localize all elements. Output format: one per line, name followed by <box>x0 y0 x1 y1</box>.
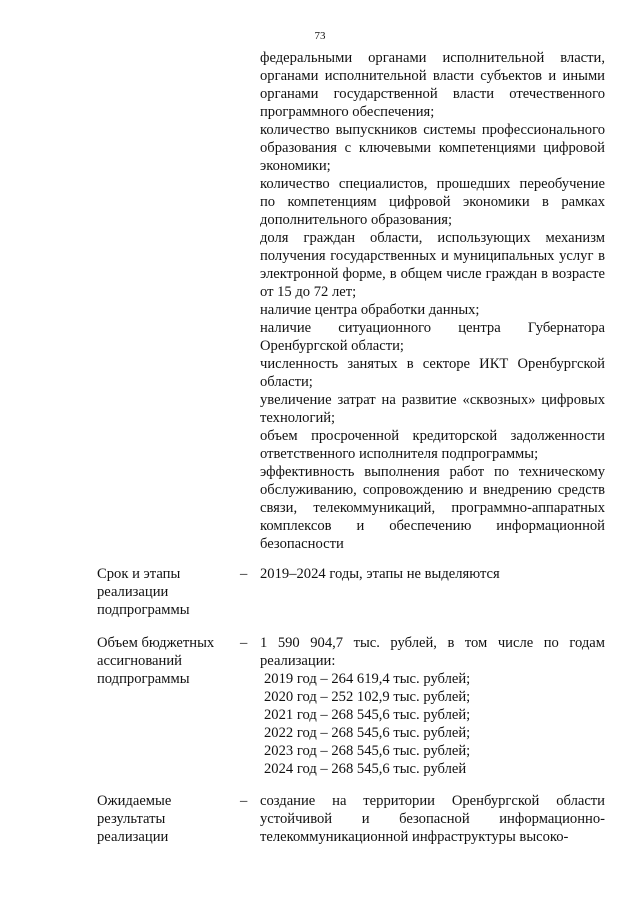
budget-year-line: 2019 год – 264 619,4 тыс. рублей; <box>264 671 471 687</box>
budget-year-line: 2021 год – 268 545,6 тыс. рублей; <box>264 707 471 723</box>
indicator-item: объем просроченной кредиторской задолженности ответственного исполнителя подпрограммы; <box>260 428 605 462</box>
term-label: Срок и этапы реализации подпрограммы <box>97 566 190 618</box>
budget-label: Объем бюджетных ассигнований подпрограммы <box>97 635 215 687</box>
budget-value <box>260 634 605 778</box>
indicator-item: количество выпускников системы профессионального образования с ключевыми компетенциями цифровой экономики; <box>260 122 605 174</box>
term-dash: – <box>240 566 248 582</box>
budget-dash: – <box>240 635 248 651</box>
results-dash: – <box>240 793 248 809</box>
indicator-item: эффективность выполнения работ по техническому обслуживанию, сопровождению и внедрению средств связи, телекоммуникаций, программно-аппаратных комплексов и обеспечению информационной безопасности <box>260 464 605 552</box>
indicator-item: наличие центра обработки данных; <box>260 302 480 318</box>
indicator-item: увеличение затрат на развитие «сквозных» цифровых технологий; <box>260 392 605 426</box>
results-value: создание на территории Оренбургской области устойчивой и безопасной информационно-телекоммуникационной инфраструктуры высоко- <box>260 793 605 845</box>
budget-intro: 1 590 904,7 тыс. рублей, в том числе по годам реализации: <box>260 635 605 669</box>
results-label: Ожидаемые результаты реализации <box>97 793 172 845</box>
page-number: 73 <box>314 30 326 42</box>
indicator-item: количество специалистов, прошедших переобучение по компетенциям цифровой экономики в рамках дополнительного образования; <box>260 176 605 228</box>
indicator-item: численность занятых в секторе ИКТ Оренбургской области; <box>260 356 605 390</box>
budget-year-line: 2020 год – 252 102,9 тыс. рублей; <box>264 689 471 705</box>
indicator-item: федеральными органами исполнительной власти, органами исполнительной власти субъектов и иными органами государственной власти отечественного программного обеспечения; <box>260 50 605 120</box>
budget-year-line: 2022 год – 268 545,6 тыс. рублей; <box>264 725 471 741</box>
continuation-indicators <box>260 49 605 553</box>
term-value: 2019–2024 годы, этапы не выделяются <box>260 566 500 582</box>
budget-year-line: 2024 год – 268 545,6 тыс. рублей <box>264 761 467 777</box>
indicator-item: наличие ситуационного центра Губернатора Оренбургской области; <box>260 320 605 354</box>
budget-year-line: 2023 год – 268 545,6 тыс. рублей; <box>264 743 471 759</box>
indicator-item: доля граждан области, использующих механизм получения государственных и муниципальных услуг в электронной форме, в общем числе граждан в возрасте от 15 до 72 лет; <box>260 230 605 300</box>
